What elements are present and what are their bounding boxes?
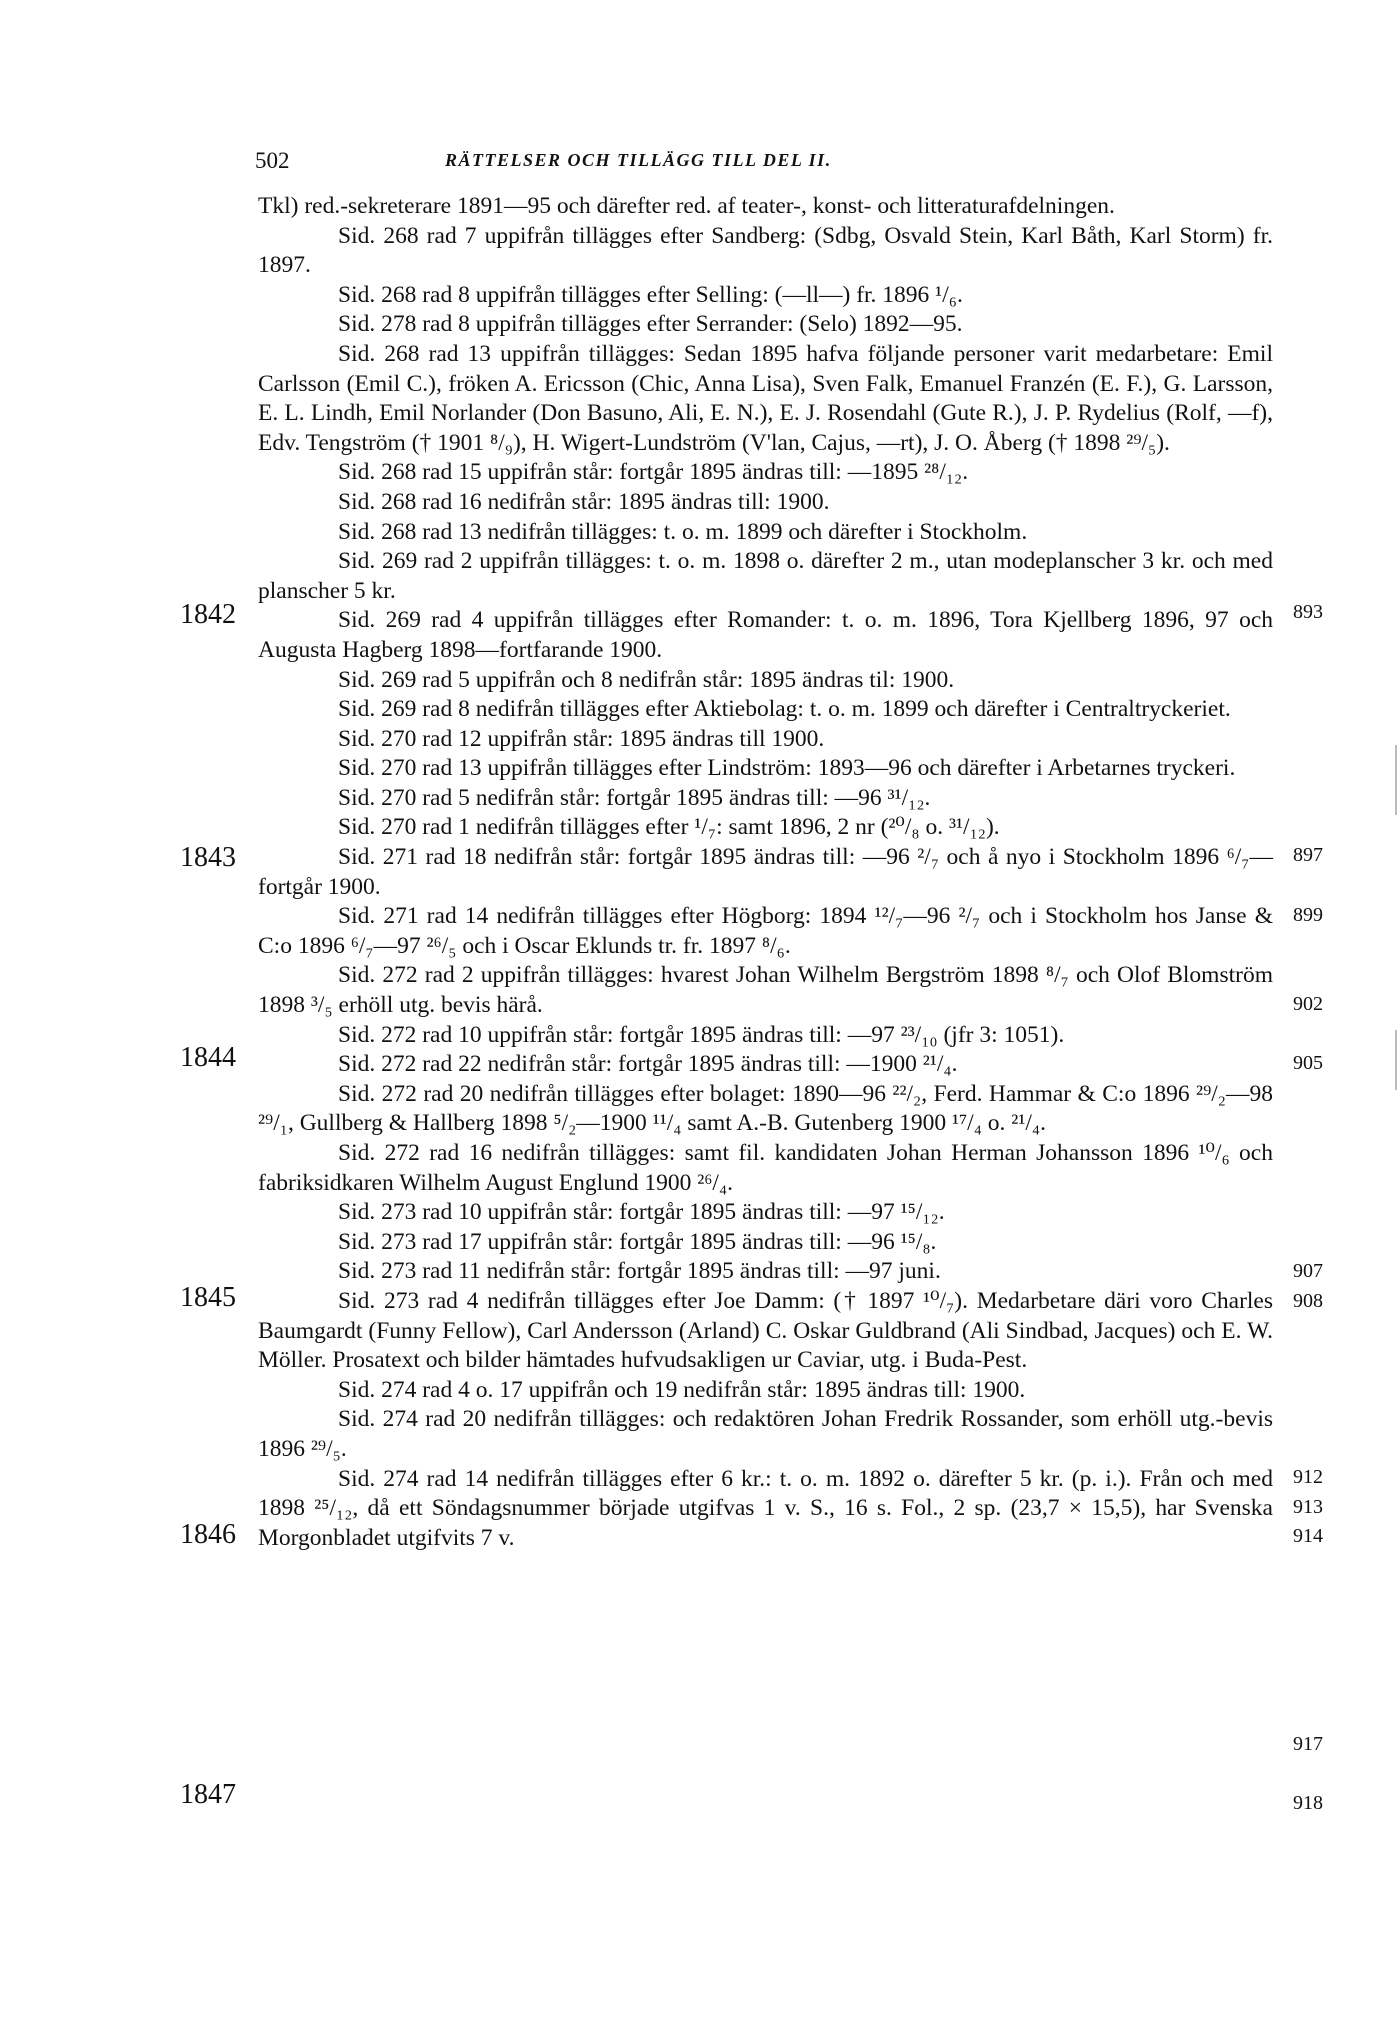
paragraph: Sid. 272 rad 22 nedifrån står: fortgår 1895 ändras till: —1900 ²¹/₄.: [338, 1051, 958, 1078]
margin-number: 913: [1293, 1496, 1323, 1518]
paragraph: Sid. 268 rad 15 uppifrån står: fortgår 1895 ändras till: —1895 ²⁸/₁₂.: [338, 459, 969, 486]
paragraph: Sid. 274 rad 4 o. 17 uppifrån och 19 nedifrån står: 1895 ändras till: 1900.: [338, 1376, 1026, 1403]
paragraph: Sid. 270 rad 13 uppifrån tillägges efter Lindström: 1893—96 och därefter i Arbetarnes tryckeri.: [338, 755, 1236, 782]
paragraph: Sid. 269 rad 4 uppifrån tillägges efter Romander: t. o. m. 1896, Tora Kjellberg 1896, 97 och Augusta Hagberg 1898—fortfarande 1900.: [258, 607, 1273, 663]
margin-number: 912: [1293, 1466, 1323, 1488]
paragraph: Sid. 273 rad 4 nedifrån tillägges efter Joe Damm: († 1897 ¹⁰/₇). Medarbetare däri voro Charles Baumgardt (Funny Fellow), Carl Andersson (Arland) C. Oskar Guldbrand (Ali Sindbad, Jacques) och E. W. Möller. Prosatext och bilder hämtades hufvudsakligen ur Caviar, utg. i Buda-Pest.: [258, 1287, 1273, 1374]
paragraph: Sid. 278 rad 8 uppifrån tillägges efter Serrander: (Selo) 1892—95.: [338, 311, 963, 338]
margin-year: 1845: [180, 1282, 236, 1313]
margin-number: 918: [1293, 1792, 1323, 1814]
scan-edge-mark: [1395, 745, 1397, 815]
paragraph: Sid. 272 rad 20 nedifrån tillägges efter bolaget: 1890—96 ²²/₂, Ferd. Hammar & C:o 1896 ²⁹/₂—98 ²⁹/₁, Gullberg & Hallberg 1898 ⁵/₂—1900 ¹¹/₄ samt A.-B. Gutenberg 1900 ¹⁷/₄ o. ²¹/₄.: [258, 1080, 1273, 1137]
margin-year: 1842: [180, 599, 236, 630]
margin-number: 914: [1293, 1525, 1323, 1547]
margin-number: 899: [1293, 904, 1323, 926]
paragraph: Sid. 268 rad 8 uppifrån tillägges efter Selling: (—ll—) fr. 1896 ¹/₆.: [338, 281, 963, 308]
margin-year: 1844: [180, 1042, 236, 1073]
body-text: [258, 192, 1273, 1553]
scan-edge-mark: [1395, 1030, 1397, 1090]
running-title: RÄTTELSER OCH TILLÄGG TILL DEL II.: [445, 150, 832, 170]
paragraph: Sid. 270 rad 1 nedifrån tillägges efter ¹/₇: samt 1896, 2 nr (²⁰/₈ o. ³¹/₁₂).: [338, 814, 1000, 841]
paragraph: Sid. 268 rad 13 nedifrån tillägges: t. o. m. 1899 och därefter i Stockholm.: [338, 518, 1028, 545]
paragraph: Sid. 272 rad 2 uppifrån tillägges: hvarest Johan Wilhelm Bergström 1898 ⁸/₇ och Olof Blomström 1898 ³/₅ erhöll utg. bevis härå.: [258, 962, 1273, 1019]
paragraph: Sid. 269 rad 5 uppifrån och 8 nedifrån står: 1895 ändras til: 1900.: [338, 666, 955, 693]
margin-number: 905: [1293, 1052, 1323, 1074]
margin-number: 902: [1293, 993, 1323, 1015]
margin-year: 1847: [180, 1779, 236, 1810]
paragraph: Sid. 269 rad 8 nedifrån tillägges efter Aktiebolag: t. o. m. 1899 och därefter i Centraltryckeriet.: [338, 696, 1231, 723]
paragraph: Sid. 268 rad 16 nedifrån står: 1895 ändras till: 1900.: [338, 488, 830, 515]
margin-number: 893: [1293, 601, 1323, 623]
margin-year: 1843: [180, 842, 236, 873]
page-header: [255, 148, 1275, 178]
paragraph: Sid. 273 rad 17 uppifrån står: fortgår 1895 ändras till: —96 ¹⁵/₈.: [338, 1228, 937, 1255]
paragraph: Sid. 274 rad 14 nedifrån tillägges efter 6 kr.: t. o. m. 1892 o. därefter 5 kr. (p. i.). Från och med 1898 ²⁵/₁₂, då ett Söndagsnummer började utgifvas 1 v. S., 16 s. Fol., 2 sp. (23,7 × 15,5), har Svenska Morgonbladet utgifvits 7 v.: [258, 1465, 1273, 1551]
paragraph: Sid. 272 rad 10 uppifrån står: fortgår 1895 ändras till: —97 ²³/₁₀ (jfr 3: 1051).: [338, 1021, 1065, 1048]
paragraph: Sid. 274 rad 20 nedifrån tillägges: och redaktören Johan Fredrik Rossander, som erhöll utg.-bevis 1896 ²⁹/₅.: [258, 1406, 1273, 1462]
margin-number: 897: [1293, 844, 1323, 866]
paragraph: Sid. 269 rad 2 uppifrån tillägges: t. o. m. 1898 o. därefter 2 m., utan modeplanscher 3 kr. och med planscher 5 kr.: [258, 548, 1273, 604]
paragraph: Sid. 272 rad 16 nedifrån tillägges: samt fil. kandidaten Johan Herman Johansson 1896 ¹⁰/₆ och fabriksidkaren Wilhelm August Englund 1900 ²⁶/₄.: [258, 1140, 1273, 1196]
margin-number: 917: [1293, 1733, 1323, 1755]
paragraph: Sid. 273 rad 10 uppifrån står: fortgår 1895 ändras till: —97 ¹⁵/₁₂.: [338, 1199, 945, 1226]
paragraph: Sid. 270 rad 5 nedifrån står: fortgår 1895 ändras till: —96 ³¹/₁₂.: [338, 784, 931, 811]
margin-year: 1846: [180, 1519, 236, 1550]
paragraph: Sid. 271 rad 18 nedifrån står: fortgår 1895 ändras till: —96 ²/₇ och å nyo i Stockholm 1896 ⁶/₇—fortgår 1900.: [258, 844, 1273, 900]
paragraph: Sid. 270 rad 12 uppifrån står: 1895 ändras till 1900.: [338, 725, 825, 752]
margin-number: 908: [1293, 1290, 1323, 1312]
page-number: 502: [255, 148, 290, 173]
paragraph: Sid. 271 rad 14 nedifrån tillägges efter Högborg: 1894 ¹²/₇—96 ²/₇ och i Stockholm hos Janse & C:o 1896 ⁶/₇—97 ²⁶/₅ och i Oscar Eklunds tr. fr. 1897 ⁸/₆.: [258, 903, 1273, 959]
paragraph: Sid. 268 rad 13 uppifrån tillägges: Sedan 1895 hafva följande personer varit medarbetare: Emil Carlsson (Emil C.), fröken A. Ericsson (Chic, Anna Lisa), Sven Falk, Emanuel Franzén (E. F.), G. Larsson, E. L. Lindh, Emil Norlander (Don Basuno, Ali, E. N.), E. J. Rosendahl (Gute R.), J. P. Rydelius (Rolf, —f), Edv. Tengström († 1901 ⁸/₉), H. Wigert-Lundström (V'lan, Cajus, —rt), J. O. Åberg († 1898 ²⁹/₅).: [258, 340, 1273, 456]
paragraph: Sid. 273 rad 11 nedifrån står: fortgår 1895 ändras till: —97 juni.: [338, 1258, 941, 1285]
margin-number: 907: [1293, 1260, 1323, 1282]
paragraph: Tkl) red.-sekreterare 1891—95 och därefter red. af teater-, konst- och litteraturafdelningen.: [258, 193, 1115, 219]
paragraph: Sid. 268 rad 7 uppifrån tillägges efter Sandberg: (Sdbg, Osvald Stein, Karl Båth, Karl Storm) fr. 1897.: [258, 222, 1273, 279]
